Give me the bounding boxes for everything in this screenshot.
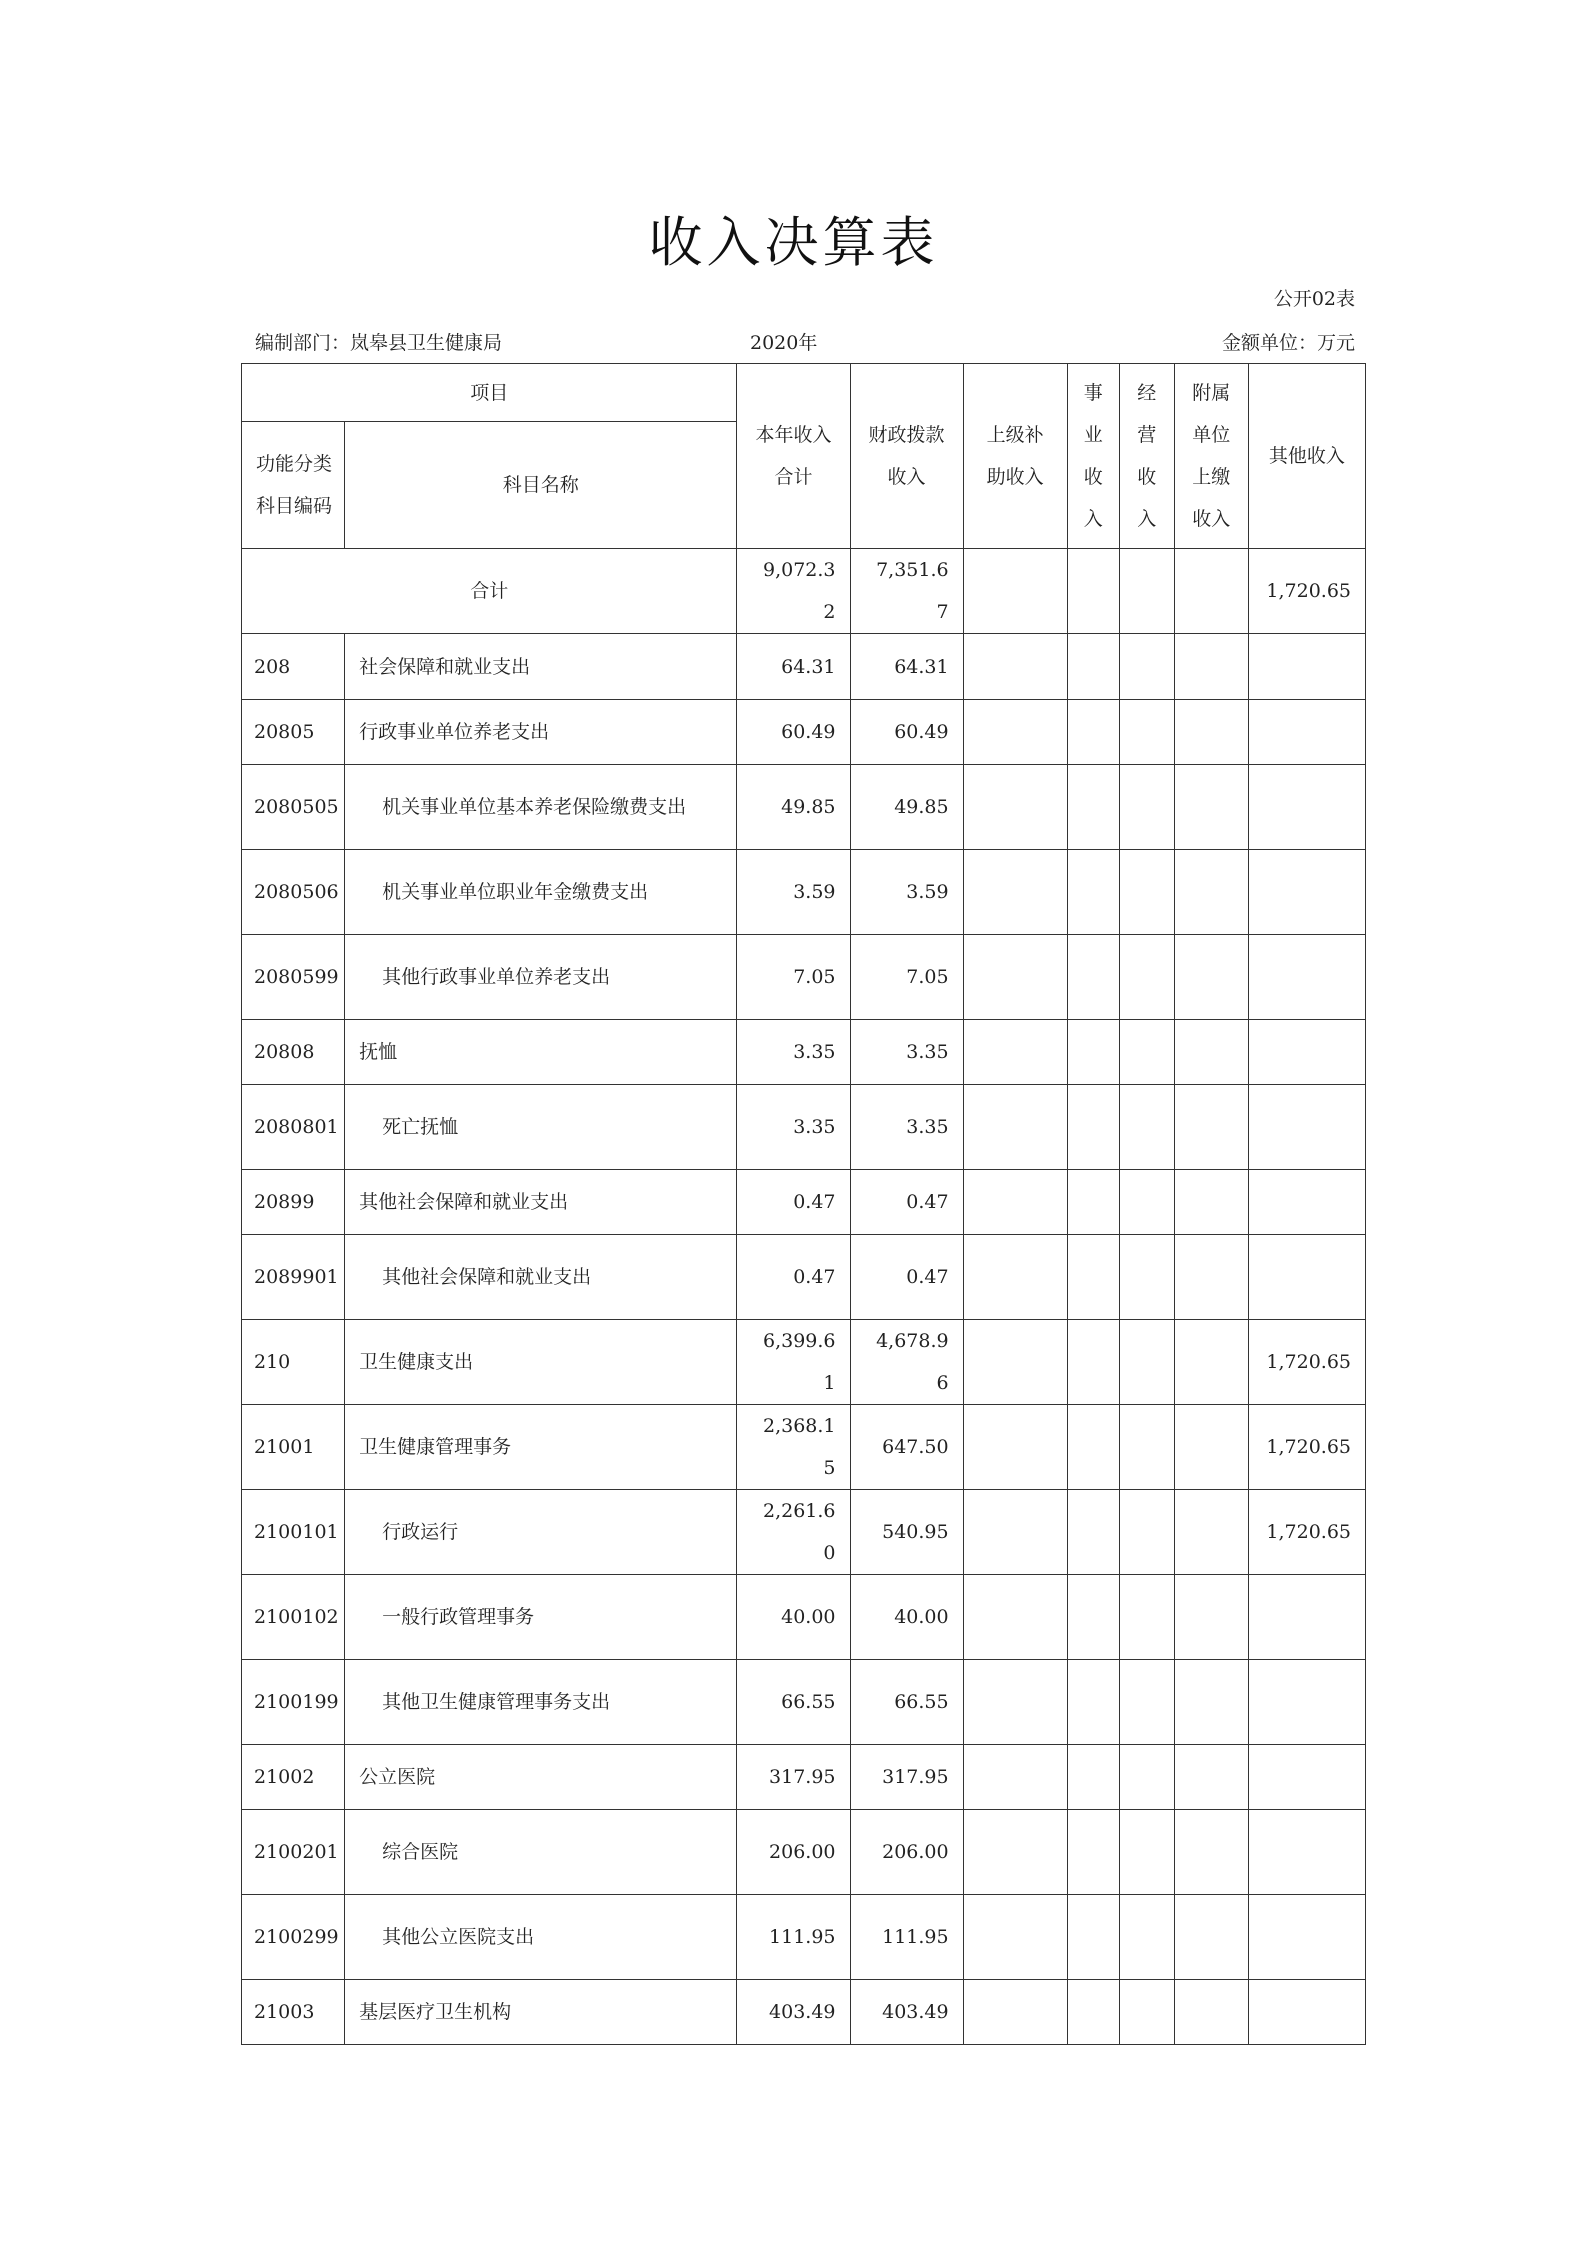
row-sub [1174,850,1248,935]
row-sub [1174,1980,1248,2045]
row-fiscal: 111.95 [850,1895,963,1980]
row-upper [963,1320,1067,1405]
row-total: 317.95 [737,1745,850,1810]
row-name: 社会保障和就业支出 [345,634,737,700]
row-upper [963,1405,1067,1490]
row-ops [1119,700,1174,765]
row-fiscal: 4,678.96 [850,1320,963,1405]
row-biz [1067,634,1119,700]
row-fiscal: 40.00 [850,1575,963,1660]
summary-ops [1119,549,1174,634]
row-total: 403.49 [737,1980,850,2045]
row-ops [1119,1020,1174,1085]
table-row [242,935,1366,1020]
summary-row [242,549,1366,634]
row-biz [1067,765,1119,850]
row-sub [1174,1490,1248,1575]
row-ops [1119,1980,1174,2045]
row-name: 卫生健康支出 [345,1320,737,1405]
row-other [1248,1895,1365,1980]
row-sub [1174,700,1248,765]
row-total: 49.85 [737,765,850,850]
table-row [242,1235,1366,1320]
row-code: 2080599 [242,935,345,1020]
row-name: 抚恤 [345,1020,737,1085]
row-sub [1174,634,1248,700]
row-name: 基层医疗卫生机构 [345,1980,737,2045]
row-ops [1119,1490,1174,1575]
row-fiscal: 317.95 [850,1745,963,1810]
row-ops [1119,1235,1174,1320]
row-ops [1119,1320,1174,1405]
row-total: 111.95 [737,1895,850,1980]
table-row [242,1170,1366,1235]
header-fiscal: 财政拨款收入 [850,364,963,549]
row-sub [1174,1745,1248,1810]
row-fiscal: 60.49 [850,700,963,765]
row-sub [1174,1895,1248,1980]
row-name: 一般行政管理事务 [345,1575,737,1660]
table-row [242,1980,1366,2045]
row-name: 其他公立医院支出 [345,1895,737,1980]
row-biz [1067,1745,1119,1810]
row-total: 206.00 [737,1810,850,1895]
row-code: 2080801 [242,1085,345,1170]
row-code: 20899 [242,1170,345,1235]
row-fiscal: 647.50 [850,1405,963,1490]
table-row [242,1660,1366,1745]
row-ops [1119,1745,1174,1810]
row-fiscal: 7.05 [850,935,963,1020]
table-row [242,1810,1366,1895]
row-total: 3.35 [737,1020,850,1085]
row-other [1248,1980,1365,2045]
row-name: 行政事业单位养老支出 [345,700,737,765]
table-row [242,1490,1366,1575]
row-total: 60.49 [737,700,850,765]
row-biz [1067,1405,1119,1490]
row-code: 20808 [242,1020,345,1085]
row-code: 21003 [242,1980,345,2045]
row-upper [963,1745,1067,1810]
table-row [242,1745,1366,1810]
row-other [1248,1235,1365,1320]
row-biz [1067,1980,1119,2045]
row-total: 66.55 [737,1660,850,1745]
row-upper [963,1810,1067,1895]
row-upper [963,1235,1067,1320]
header-sub: 附属单位上缴收入 [1174,364,1248,549]
row-name: 其他卫生健康管理事务支出 [345,1660,737,1745]
row-other: 1,720.65 [1248,1490,1365,1575]
row-name: 公立医院 [345,1745,737,1810]
row-ops [1119,634,1174,700]
row-total: 6,399.61 [737,1320,850,1405]
row-sub [1174,1170,1248,1235]
row-name: 其他行政事业单位养老支出 [345,935,737,1020]
table-row [242,1020,1366,1085]
row-code: 2100201 [242,1810,345,1895]
row-upper [963,1085,1067,1170]
row-fiscal: 540.95 [850,1490,963,1575]
row-upper [963,850,1067,935]
row-biz [1067,1235,1119,1320]
row-other [1248,1020,1365,1085]
row-fiscal: 3.35 [850,1085,963,1170]
row-code: 21001 [242,1405,345,1490]
row-upper [963,1020,1067,1085]
row-fiscal: 3.35 [850,1020,963,1085]
row-code: 2080505 [242,765,345,850]
header-item: 项目 [242,364,737,422]
row-code: 20805 [242,700,345,765]
row-other [1248,634,1365,700]
form-number: 公开02表 [1273,288,1355,310]
row-ops [1119,765,1174,850]
row-code: 2100102 [242,1575,345,1660]
row-sub [1174,1320,1248,1405]
table-row [242,700,1366,765]
row-ops [1119,1810,1174,1895]
row-total: 2,261.60 [737,1490,850,1575]
row-upper [963,765,1067,850]
row-sub [1174,765,1248,850]
income-table [241,363,1366,2045]
year-label: 2020年 [750,332,818,354]
row-fiscal: 0.47 [850,1170,963,1235]
row-sub [1174,1660,1248,1745]
row-fiscal: 49.85 [850,765,963,850]
summary-sub [1174,549,1248,634]
row-other [1248,1745,1365,1810]
row-name: 死亡抚恤 [345,1085,737,1170]
row-total: 40.00 [737,1575,850,1660]
row-sub [1174,1405,1248,1490]
row-ops [1119,850,1174,935]
row-total: 2,368.15 [737,1405,850,1490]
row-fiscal: 0.47 [850,1235,963,1320]
row-code: 208 [242,634,345,700]
row-sub [1174,1085,1248,1170]
row-name: 机关事业单位职业年金缴费支出 [345,850,737,935]
row-code: 2100199 [242,1660,345,1745]
header-ops: 经营收入 [1119,364,1174,549]
table-row [242,850,1366,935]
row-upper [963,1575,1067,1660]
row-ops [1119,1895,1174,1980]
row-biz [1067,1490,1119,1575]
row-fiscal: 206.00 [850,1810,963,1895]
table-row [242,1405,1366,1490]
row-name: 其他社会保障和就业支出 [345,1235,737,1320]
summary-biz [1067,549,1119,634]
row-other [1248,850,1365,935]
row-biz [1067,1895,1119,1980]
row-code: 21002 [242,1745,345,1810]
row-name: 综合医院 [345,1810,737,1895]
row-code: 210 [242,1320,345,1405]
row-sub [1174,1575,1248,1660]
row-name: 行政运行 [345,1490,737,1575]
row-ops [1119,1085,1174,1170]
row-biz [1067,700,1119,765]
table-row [242,1575,1366,1660]
row-biz [1067,1320,1119,1405]
summary-label: 合计 [242,549,737,634]
table-row [242,1320,1366,1405]
row-code: 2080506 [242,850,345,935]
row-other [1248,935,1365,1020]
row-other [1248,1810,1365,1895]
row-other [1248,1085,1365,1170]
summary-other: 1,720.65 [1248,549,1365,634]
row-biz [1067,935,1119,1020]
row-fiscal: 403.49 [850,1980,963,2045]
header-biz: 事业收入 [1067,364,1119,549]
row-upper [963,1660,1067,1745]
row-name: 卫生健康管理事务 [345,1405,737,1490]
row-biz [1067,1170,1119,1235]
row-total: 7.05 [737,935,850,1020]
header-name: 科目名称 [345,422,737,549]
row-total: 0.47 [737,1170,850,1235]
row-total: 3.59 [737,850,850,935]
table-row [242,1895,1366,1980]
department-label: 编制部门：岚皋县卫生健康局 [255,332,503,354]
header-upper: 上级补助收入 [963,364,1067,549]
row-sub [1174,935,1248,1020]
row-ops [1119,1405,1174,1490]
row-other [1248,1170,1365,1235]
page-title: 收入决算表 [648,211,939,274]
row-ops [1119,1575,1174,1660]
summary-fiscal: 7,351.67 [850,549,963,634]
row-biz [1067,1020,1119,1085]
row-ops [1119,1170,1174,1235]
row-name: 机关事业单位基本养老保险缴费支出 [345,765,737,850]
header-total: 本年收入合计 [737,364,850,549]
summary-upper [963,549,1067,634]
row-total: 3.35 [737,1085,850,1170]
row-code: 2100101 [242,1490,345,1575]
row-other [1248,700,1365,765]
row-biz [1067,1810,1119,1895]
row-biz [1067,850,1119,935]
row-upper [963,700,1067,765]
row-name: 其他社会保障和就业支出 [345,1170,737,1235]
row-fiscal: 66.55 [850,1660,963,1745]
row-biz [1067,1575,1119,1660]
row-sub [1174,1810,1248,1895]
row-other: 1,720.65 [1248,1320,1365,1405]
row-other [1248,765,1365,850]
row-sub [1174,1020,1248,1085]
row-upper [963,1980,1067,2045]
row-sub [1174,1235,1248,1320]
unit-label: 金额单位：万元 [1221,332,1355,354]
row-other [1248,1575,1365,1660]
row-fiscal: 64.31 [850,634,963,700]
row-upper [963,1170,1067,1235]
row-biz [1067,1660,1119,1745]
table-body [242,549,1366,2045]
row-code: 2089901 [242,1235,345,1320]
row-upper [963,1490,1067,1575]
row-upper [963,935,1067,1020]
row-total: 0.47 [737,1235,850,1320]
row-other [1248,1660,1365,1745]
row-ops [1119,935,1174,1020]
row-upper [963,634,1067,700]
table-row [242,765,1366,850]
row-fiscal: 3.59 [850,850,963,935]
table-row [242,1085,1366,1170]
row-biz [1067,1085,1119,1170]
row-other: 1,720.65 [1248,1405,1365,1490]
header-code: 功能分类科目编码 [242,422,345,549]
row-upper [963,1895,1067,1980]
row-ops [1119,1660,1174,1745]
summary-total: 9,072.32 [737,549,850,634]
row-total: 64.31 [737,634,850,700]
row-code: 2100299 [242,1895,345,1980]
header-other: 其他收入 [1248,364,1365,549]
table-row [242,634,1366,700]
